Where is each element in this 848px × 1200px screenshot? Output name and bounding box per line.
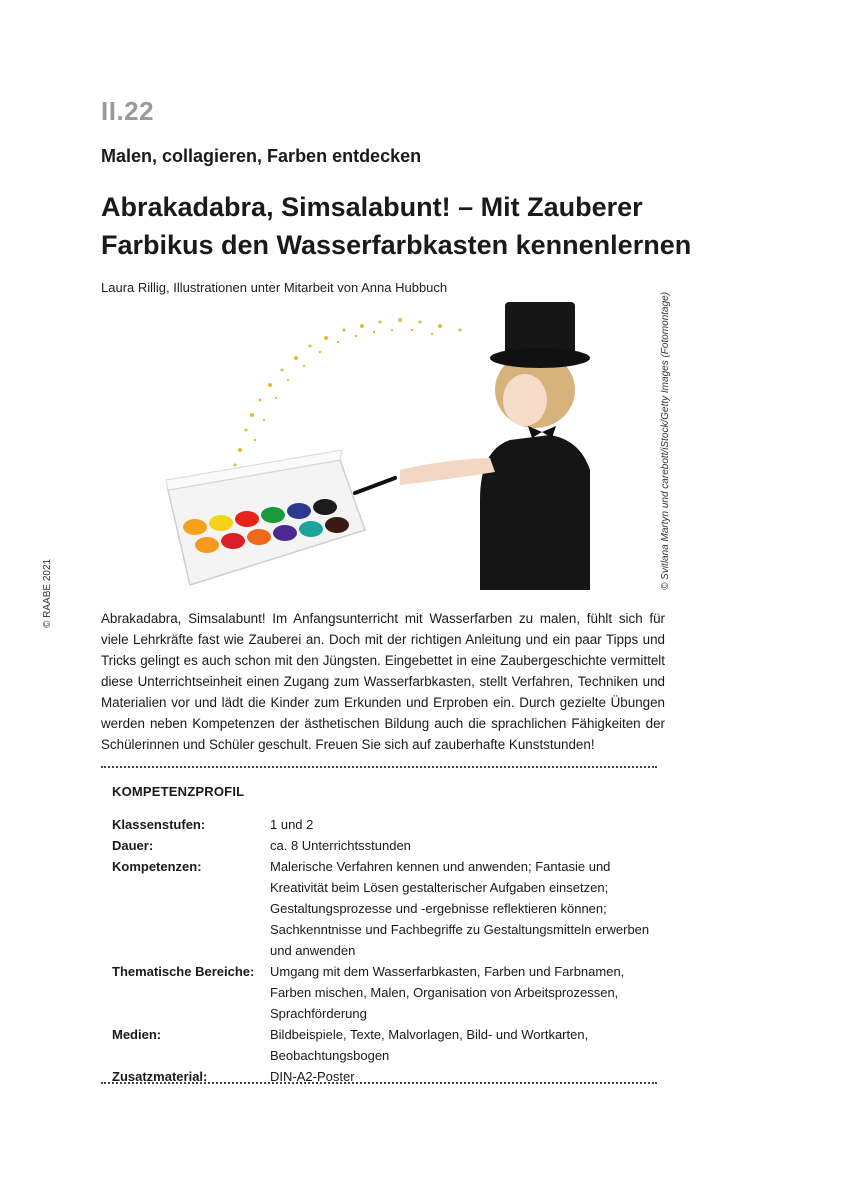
paint-pan bbox=[221, 533, 245, 549]
profile-value: Umgang mit dem Wasserfarbkasten, Farben und Farbnamen, Farben mischen, Malen, Organisation von Arbeitsprozessen, Sprachförderung bbox=[270, 964, 625, 1021]
paint-pan bbox=[299, 521, 323, 537]
paint-pan bbox=[195, 537, 219, 553]
profile-label: Thematische Bereiche: bbox=[112, 964, 255, 979]
profile-value: 1 und 2 bbox=[270, 817, 314, 832]
paint-pan bbox=[235, 511, 259, 527]
paint-pan bbox=[183, 519, 207, 535]
profile-label: Medien: bbox=[112, 1027, 162, 1042]
profile-label: Klassenstufen: bbox=[112, 817, 206, 832]
copyright-notice: © RAABE 2021 bbox=[42, 558, 53, 628]
profile-row bbox=[112, 961, 652, 1024]
watercolor-palette bbox=[166, 450, 365, 585]
divider-bottom bbox=[101, 1082, 657, 1084]
section-code: II.22 bbox=[101, 96, 155, 126]
series-title: Malen, collagieren, Farben entdecken bbox=[101, 146, 422, 166]
paint-pan bbox=[325, 517, 349, 533]
paint-pan bbox=[209, 515, 233, 531]
profile-row bbox=[112, 1024, 652, 1066]
profile-value: Malerische Verfahren kennen und anwenden; Fantasie und Kreativität beim Lösen gestalterischer Aufgaben einsetzen; Gestaltungsprozesse und -ergebnisse reflektieren können; Sachkenntnisse und Fachbegriffe zu Gestaltungsmitteln erwerben und anwenden bbox=[270, 859, 650, 958]
profile-label: Dauer: bbox=[112, 838, 154, 853]
hero-photo bbox=[160, 300, 600, 590]
profile-value: Bildbeispiele, Texte, Malvorlagen, Bild- und Wortkarten, Beobachtungsbogen bbox=[270, 1027, 589, 1063]
profile-value: DIN-A2-Poster bbox=[270, 1069, 355, 1084]
paint-pan bbox=[273, 525, 297, 541]
sparkle-trail bbox=[229, 318, 462, 479]
divider-top bbox=[101, 766, 657, 768]
paint-pan bbox=[247, 529, 271, 545]
page-title: Abrakadabra, Simsalabunt! – Mit Zauberer Farbikus den Wasserfarbkasten kennenlernen bbox=[101, 192, 692, 260]
profile-row bbox=[112, 835, 652, 856]
profile-row bbox=[112, 814, 652, 835]
paint-pan bbox=[313, 499, 337, 515]
author-line: Laura Rillig, Illustrationen unter Mitarbeit von Anna Hubbuch bbox=[101, 280, 448, 295]
photo-credit: © Svitlana Martyn und carebott/iStock/Getty Images (Fotomontage) bbox=[660, 291, 671, 590]
profile-label: Kompetenzen: bbox=[112, 859, 202, 874]
profile-label: Zusatzmaterial: bbox=[112, 1069, 208, 1084]
competence-profile bbox=[112, 814, 652, 1087]
profile-row bbox=[112, 856, 652, 961]
magic-wand bbox=[355, 478, 395, 493]
paint-pan bbox=[261, 507, 285, 523]
profile-value: ca. 8 Unterrichtsstunden bbox=[270, 838, 411, 853]
paint-pan bbox=[287, 503, 311, 519]
intro-paragraph: Abrakadabra, Simsalabunt! Im Anfangsunterricht mit Wasserfarben zu malen, fühlt sich für viele Lehrkräfte fast wie Zauberei an. Doch mit der richtigen Anleitung und ein paar Tipps und Tricks gelingt es auch schon mit den Jüngsten. Eingebettet in eine Zaubergeschichte vermittelt diese Unterrichtseinheit einen Zugang zum Wasserfarbkasten, stellt Verfahren, Techniken und Materialien vor und lädt die Kinder zum Erkunden und Erproben ein. Durch gezielte Übungen werden neben Kompetenzen der ästhetischen Bildung auch die sprachlichen Fähigkeiten der Schülerinnen und Schüler geschult. Freuen Sie sich auf zauberhafte Kunststunden! bbox=[101, 611, 665, 752]
profile-heading: KOMPETENZPROFIL bbox=[112, 784, 245, 799]
magician-child bbox=[400, 302, 590, 590]
